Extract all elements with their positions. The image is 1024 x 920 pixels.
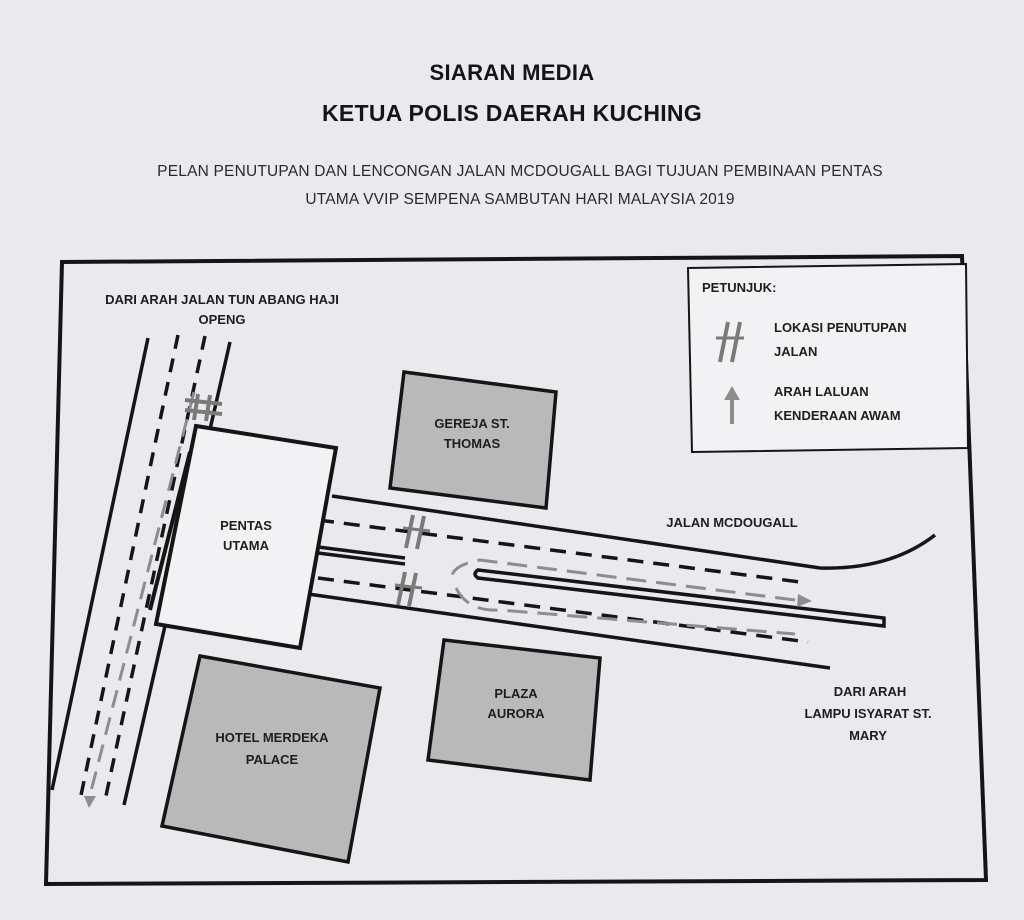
median-east (475, 570, 884, 626)
jalan-mcdougall-label: JALAN MCDOUGALL (666, 515, 798, 530)
stage-label-1: PENTAS (220, 518, 272, 533)
pentas-utama-stage (156, 426, 336, 648)
legend-closure-label-2: JALAN (774, 344, 818, 359)
legend-route-label-2: KENDERAAN AWAM (774, 408, 901, 423)
origin-north-label-1: DARI ARAH JALAN TUN ABANG HAJI (105, 292, 339, 307)
legend-title: PETUNJUK: (702, 280, 777, 295)
origin-east-label-2: LAMPU ISYARAT ST. (804, 706, 932, 721)
origin-east-label-3: MARY (849, 728, 887, 743)
plaza-label-1: PLAZA (494, 686, 538, 701)
church-label-2: THOMAS (443, 436, 501, 451)
hotel-label-2: PALACE (245, 752, 299, 767)
plan-description-line-1: PELAN PENUTUPAN DAN LENCONGAN JALAN MCDOUGALL BAGI TUJUAN PEMBINAAN PENTAS (157, 163, 883, 180)
page-title: SIARAN MEDIA (429, 60, 595, 85)
stage-label-2: UTAMA (223, 538, 269, 553)
road-edge-left (52, 338, 148, 790)
lane-marking-1 (80, 335, 178, 800)
legend-closure-label-1: LOKASI PENUTUPAN (774, 320, 907, 335)
map-legend (688, 264, 968, 452)
legend-route-label-1: ARAH LALUAN (774, 384, 869, 399)
plaza-label-2: AURORA (487, 706, 545, 721)
route-arrow-down (84, 796, 96, 808)
origin-east-label-1: DARI ARAH (833, 684, 907, 699)
page-subheading: KETUA POLIS DAERAH KUCHING (321, 100, 703, 126)
route-arrow-east (797, 594, 812, 607)
church-label-1: GEREJA ST. (434, 416, 510, 431)
hotel-label-1: HOTEL MERDEKA (215, 730, 329, 745)
plan-description-line-2: UTAMA VVIP SEMPENA SAMBUTAN HARI MALAYSIA 2019 (305, 191, 735, 208)
origin-north-label-2: OPENG (198, 312, 246, 327)
